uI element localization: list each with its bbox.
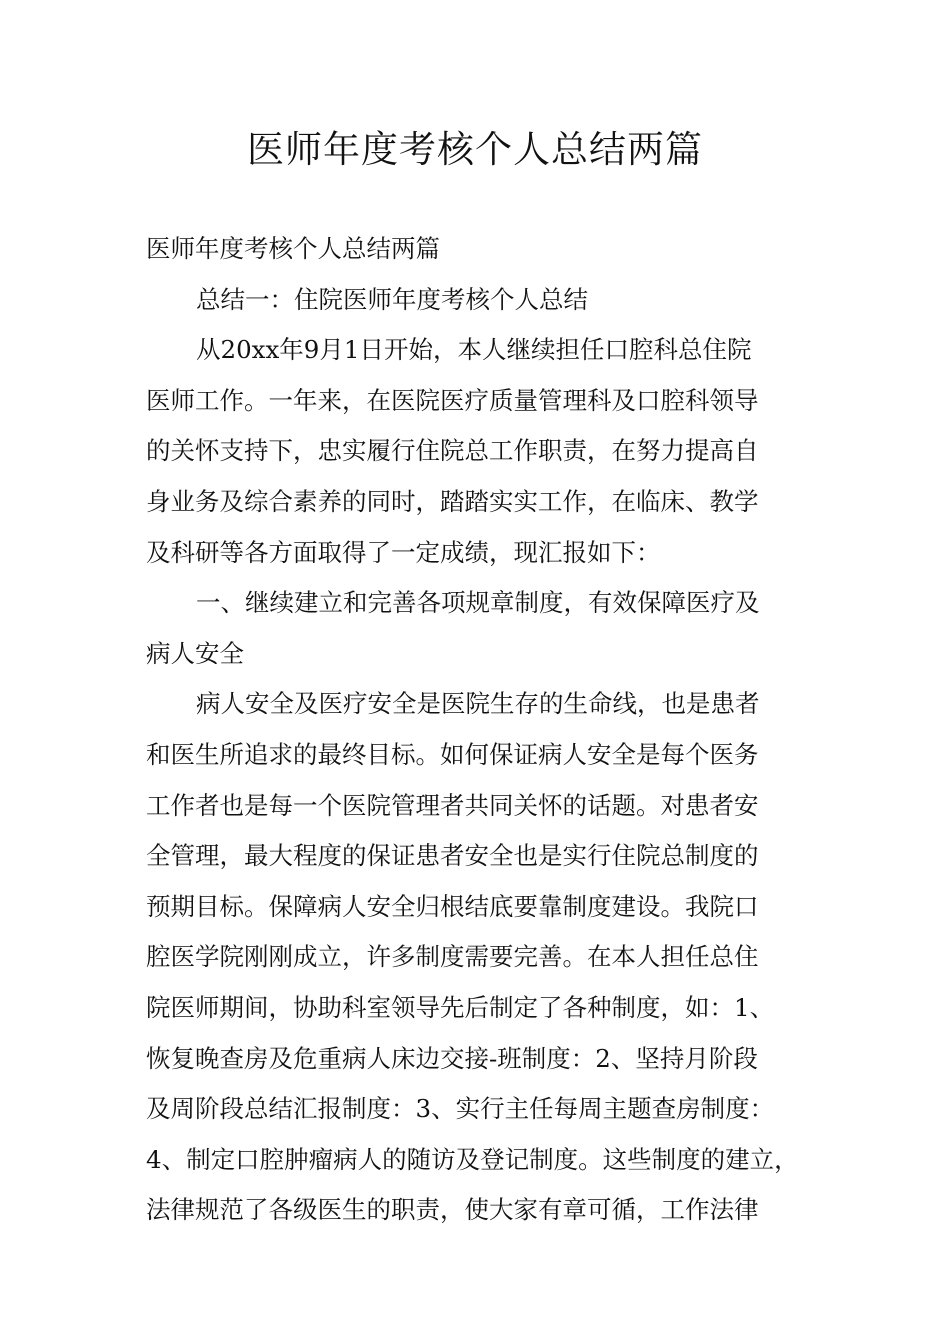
body-line: 及周阶段总结汇报制度：3、实行主任每周主题查房制度： [146,1094,775,1124]
body-line: 身业务及综合素养的同时，踏踏实实工作，在临床、教学 [146,486,759,516]
body-line: 和医生所追求的最终目标。如何保证病人安全是每个医务 [146,739,759,769]
body-line: 医师工作。一年来，在医院医疗质量管理科及口腔科领导 [146,385,759,415]
document-title: 医师年度考核个人总结两篇 [247,128,703,171]
body-line: 全管理，最大程度的保证患者安全也是实行住院总制度的 [146,841,759,871]
body-line: 预期目标。保障病人安全归根结底要靠制度建设。我院口 [146,891,759,921]
body-line: 院医师期间，协助科室领导先后制定了各种制度，如：1、 [146,992,775,1022]
body-line: 腔医学院刚刚成立，许多制度需要完善。在本人担任总住 [146,942,759,972]
body-line: 及科研等各方面取得了一定成绩，现汇报如下： [146,537,661,567]
body-line: 4、制定口腔肿瘤病人的随访及登记制度。这些制度的建立， [146,1144,799,1174]
body-line: 恢复晚查房及危重病人床边交接-班制度：2、坚持月阶段 [146,1043,758,1073]
body-line: 法律规范了各级医生的职责，使大家有章可循，工作法律 [146,1195,759,1225]
body-line: 一、继续建立和完善各项规章制度，有效保障医疗及 [196,588,760,618]
document-body [146,224,808,1236]
body-line: 病人安全及医疗安全是医院生存的生命线，也是患者 [196,689,760,719]
body-line: 工作者也是每一个医院管理者共同关怀的话题。对患者安 [146,790,759,820]
body-line: 医师年度考核个人总结两篇 [146,234,440,263]
body-line: 的关怀支持下，忠实履行住院总工作职责，在努力提高自 [146,436,759,466]
body-line: 总结一：住院医师年度考核个人总结 [196,284,588,314]
body-line: 病人安全 [146,638,244,668]
body-line: 从20xx年9月1日开始，本人继续担任口腔科总住院 [196,335,752,365]
